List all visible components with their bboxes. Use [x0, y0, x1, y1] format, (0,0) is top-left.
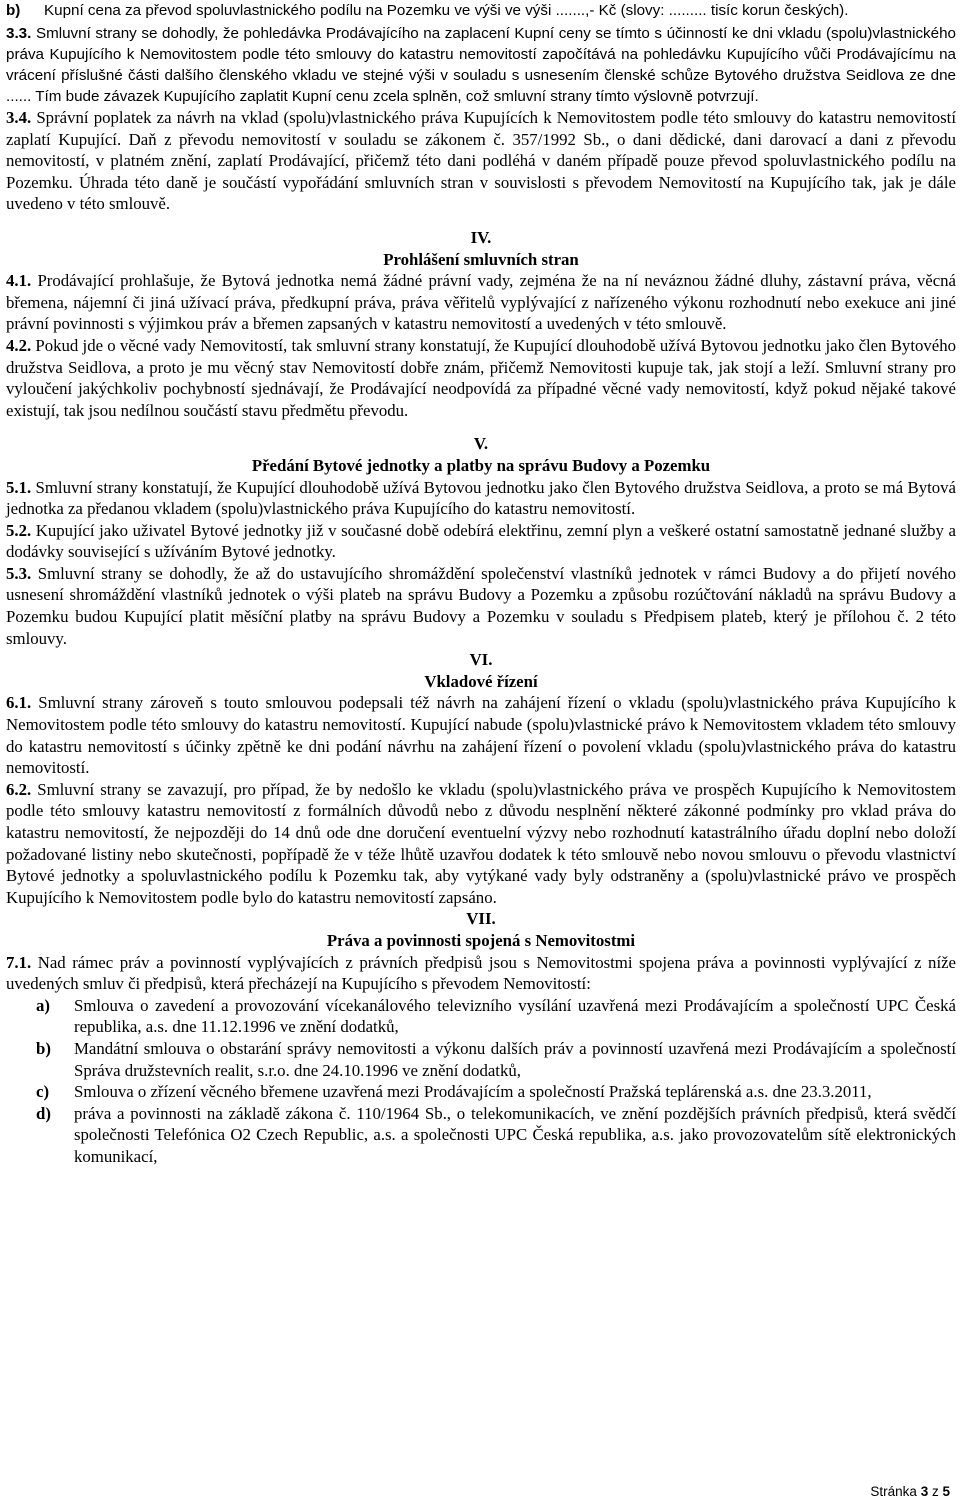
paragraph-3-3	[6, 23, 956, 107]
section-v-title: Předání Bytové jednotky a platby na správu Budovy a Pozemku	[251, 455, 711, 475]
paragraph-number: 6.2.	[6, 779, 32, 799]
paragraph-number: 3.3.	[6, 25, 32, 42]
paragraph-4-2	[6, 335, 956, 421]
paragraph-5-2	[6, 520, 956, 563]
footer-page: 3	[920, 1484, 929, 1499]
paragraph-number: 7.1.	[6, 952, 32, 972]
paragraph-text: Správní poplatek za návrh na vklad (spolu)vlastnického práva Kupujících k Nemovitostem podle této smlouvy do katastru nemovitostí zaplatí Kupující. Daň z převodu nemovitostí v souladu se zákonem č. 357/1992 Sb., o dani dědické, dani darovací a dani z převodu nemovitostí, v platném znění, zaplatí Prodávající, přičemž této dani podléhá v daném případě pouze převod spoluvlastnického podílu na Pozemku. Úhrada této daně je součástí vypořádání smluvních stran v souvislosti s převodem Nemovitostí na Kupujícího tak, jak je dále uvedeno v této smlouvě.	[6, 108, 956, 214]
paragraph-text: Smluvní strany se zavazují, pro případ, že by nedošlo ke vkladu (spolu)vlastnického práva ve prospěch Kupujícího k Nemovitostem podle této smlouvy katastru nemovitostí z formálních důvodů nebo z důvodu nesplnění některé zákonné podmínky pro vklad práva do katastru nemovitostí, že nejpozději do 14 dnů ode dne doručení eventuelní výzvy nebo rozhodnutí katastrálního úřadu doplní nebo doloží požadované listiny nebo skutečnosti, popřípadě že v téže lhůtě uzavřou dodatek k této smlouvě nebo novou smlouvu o převodu vlastnictví Bytové jednotky a spoluvlastnického podílu k Pozemku tak, aby vytýkané vady byly odstraněny a (spolu)vlastnické právo ve prospěch Kupujícího k Nemovitostem podle bylo do katastru nemovitostí zapsáno.	[6, 779, 956, 907]
paragraph-text: Pokud jde o věcné vady Nemovitostí, tak smluvní strany konstatují, že Kupující dlouhodobě užívá Bytovou jednotku jako člen Bytového družstva Seidlova, a proto je mu věcný stav Nemovitostí dobře znám, přičemž Nemovitosti kupuje tak, jak stojí a leží. Smluvní strany pro vyloučení jakýchkoliv pochybností sjednávají, že Prodávající neodpovídá za případné věcné vady nemovitostí, když pokud nějaké takové existují, tak jsou nedílnou součástí stavu předmětu převodu.	[6, 335, 956, 420]
document-page	[6, 0, 956, 1168]
footer-total: 5	[942, 1484, 950, 1499]
paragraph-text: Smluvní strany zároveň s touto smlouvou podepsali též návrh na zahájení řízení o vkladu (spolu)vlastnického práva Kupujícího k Nemovitostem podle této smlouvy do katastru nemovitostí. Kupující nabude (spolu)vlastnické právo k Nemovitostem vkladem této smlouvy do katastru nemovitostí s účinky zpětně ke dni podání návrhu na zahájení řízení o povolení vkladu (spolu)vlastnického práva do katastru nemovitostí.	[6, 693, 956, 778]
list-text: Smlouva o zřízení věcného břemene uzavřená mezi Prodávajícím a společností Pražská teplárenská a.s. dne 23.3.2011,	[74, 1082, 872, 1102]
paragraph-6-2	[6, 779, 956, 909]
list-text: Mandátní smlouva o obstarání správy nemovitosti a výkonu dalších práv a povinností uzavřená mezi Prodávajícím a společností Správa družstevních realit, s.r.o. dne 24.10.1996 ve znění dodatků,	[74, 1038, 956, 1080]
footer-prefix: Stránka	[870, 1484, 917, 1499]
paragraph-text: Smluvní strany se dohodly, že až do ustavujícího shromáždění společenství vlastníků jednotek v rámci Budovy a do přijetí nového usnesení shromáždění vlastníků jednotek o výši plateb na správu Budovy a Pozemku a způsobu rozúčtování nákladů na správu Budovy a Pozemku budou Kupující platit měsíční platby na správu Budovy a Pozemku v souladu s Předpisem plateb, který je přílohou č. 2 této smlouvy.	[6, 563, 956, 648]
paragraph-number: 5.2.	[6, 520, 32, 540]
paragraph-7-1	[6, 952, 956, 995]
paragraph-number: 6.1.	[6, 693, 32, 713]
paragraph-5-1	[6, 477, 956, 520]
list-label: b)	[36, 1038, 51, 1058]
section-v-number: V.	[473, 434, 489, 454]
list-item-a	[6, 995, 956, 1038]
paragraph-text: Smluvní strany konstatují, že Kupující dlouhodobě užívá Bytovou jednotku jako člen Bytového družstva Seidlova, a proto se má Bytová jednotka za předanou vkladem (spolu)vlastnického práva Kupujícího do katastru nemovitostí.	[6, 477, 956, 519]
paragraph-text: Kupující jako uživatel Bytové jednotky již v současné době odebírá elektřinu, zemní plyn a veškeré ostatní samostatně jednané služby a dodávky související s užíváním Bytové jednotky.	[6, 520, 956, 562]
footer-of: z	[931, 1484, 939, 1499]
paragraph-number: 3.4.	[6, 108, 32, 127]
page-number-footer	[870, 1484, 950, 1499]
section-iv-title: Prohlášení smluvních stran	[383, 249, 579, 269]
paragraph-text-cont: ... Tím bude závazek Kupujícího zaplatit Kupní cenu zcela splněn, což smluvní strany tímto výslovně potvrzují.	[18, 88, 759, 105]
paragraph-text: Smluvní strany se dohodly, že pohledávka Prodávajícího na zaplacení Kupní ceny se tímto s účinností ke dni vkladu (spolu)vlastnického práva Kupujícího k Nemovitostem podle této smlouvy do katastru nemovitostí započítává na pohledávku Kupujícího vůči Prodávajícímu na vrácení příslušné části dalšího členského vkladu ve stejné výši v souladu s usnesením členské schůze Bytového družstva Seidlova ze dne ...	[6, 25, 956, 105]
paragraph-4-1	[6, 270, 956, 335]
list-text: práva a povinnosti na základě zákona č. 110/1964 Sb., o telekomunikacích, ve znění pozdějších právních předpisů, která svědčí společnosti Telefónica O2 Czech Republic, a.s. a společnosti UPC Česká republika, a.s. jako provozovatelům sítě elektronických komunikací,	[74, 1103, 956, 1166]
list-text: Smlouva o zavedení a provozování vícekanálového televizního vysílání uzavřená mezi Prodávajícím a společností UPC Česká republika, a.s. dne 11.12.1996 ve znění dodatků,	[74, 995, 956, 1037]
list-text: Kupní cena za převod spoluvlastnického podílu na Pozemku ve výši ve výši .......,- Kč (slovy: ......... tisíc korun českých).	[44, 2, 849, 19]
paragraph-text: Prodávající prohlašuje, že Bytová jednotka nemá žádné právní vady, zejména že na ní neváznou žádné dluhy, zástavní práva, věcná břemena, nájemní či jiná užívací práva, předkupní práva, práva věřitelů vyplývající z nařízeného výkonu rozhodnutí nebo exekuce ani jiné právní povinnosti s výjimkou práv a břemen zapsaných v katastru nemovitostí a uvedených v této smlouvě.	[6, 271, 956, 334]
paragraph-number: 5.3.	[6, 563, 32, 583]
section-iv-number: IV.	[470, 227, 492, 247]
paragraph-number: 5.1.	[6, 477, 32, 497]
list-item-d	[6, 1103, 956, 1168]
paragraph-number: 4.1.	[6, 271, 32, 291]
paragraph-text: Nad rámec práv a povinností vyplývajících z právních předpisů jsou s Nemovitostmi spojena práva a povinnosti vyplývající z níže uvedených smluv či předpisů, která přecházejí na Kupujícího s převodem Nemovitostí:	[6, 952, 957, 994]
paragraph-number: 4.2.	[6, 335, 32, 355]
section-vii-title: Práva a povinnosti spojená s Nemovitostmi	[326, 930, 636, 950]
paragraph-5-3	[6, 563, 956, 649]
paragraph-6-1	[6, 692, 956, 778]
section-vi-number: VI.	[469, 650, 493, 670]
list-item-b	[6, 0, 956, 21]
list-label: b)	[6, 2, 21, 19]
section-vi-title: Vkladové řízení	[424, 671, 538, 691]
paragraph-3-4	[6, 107, 956, 215]
list-item-b	[6, 1038, 956, 1081]
list-item-c	[6, 1081, 956, 1103]
section-vii-number: VII.	[466, 909, 496, 929]
list-label: d)	[36, 1103, 51, 1123]
list-label: c)	[36, 1082, 50, 1102]
list-label: a)	[36, 995, 50, 1015]
